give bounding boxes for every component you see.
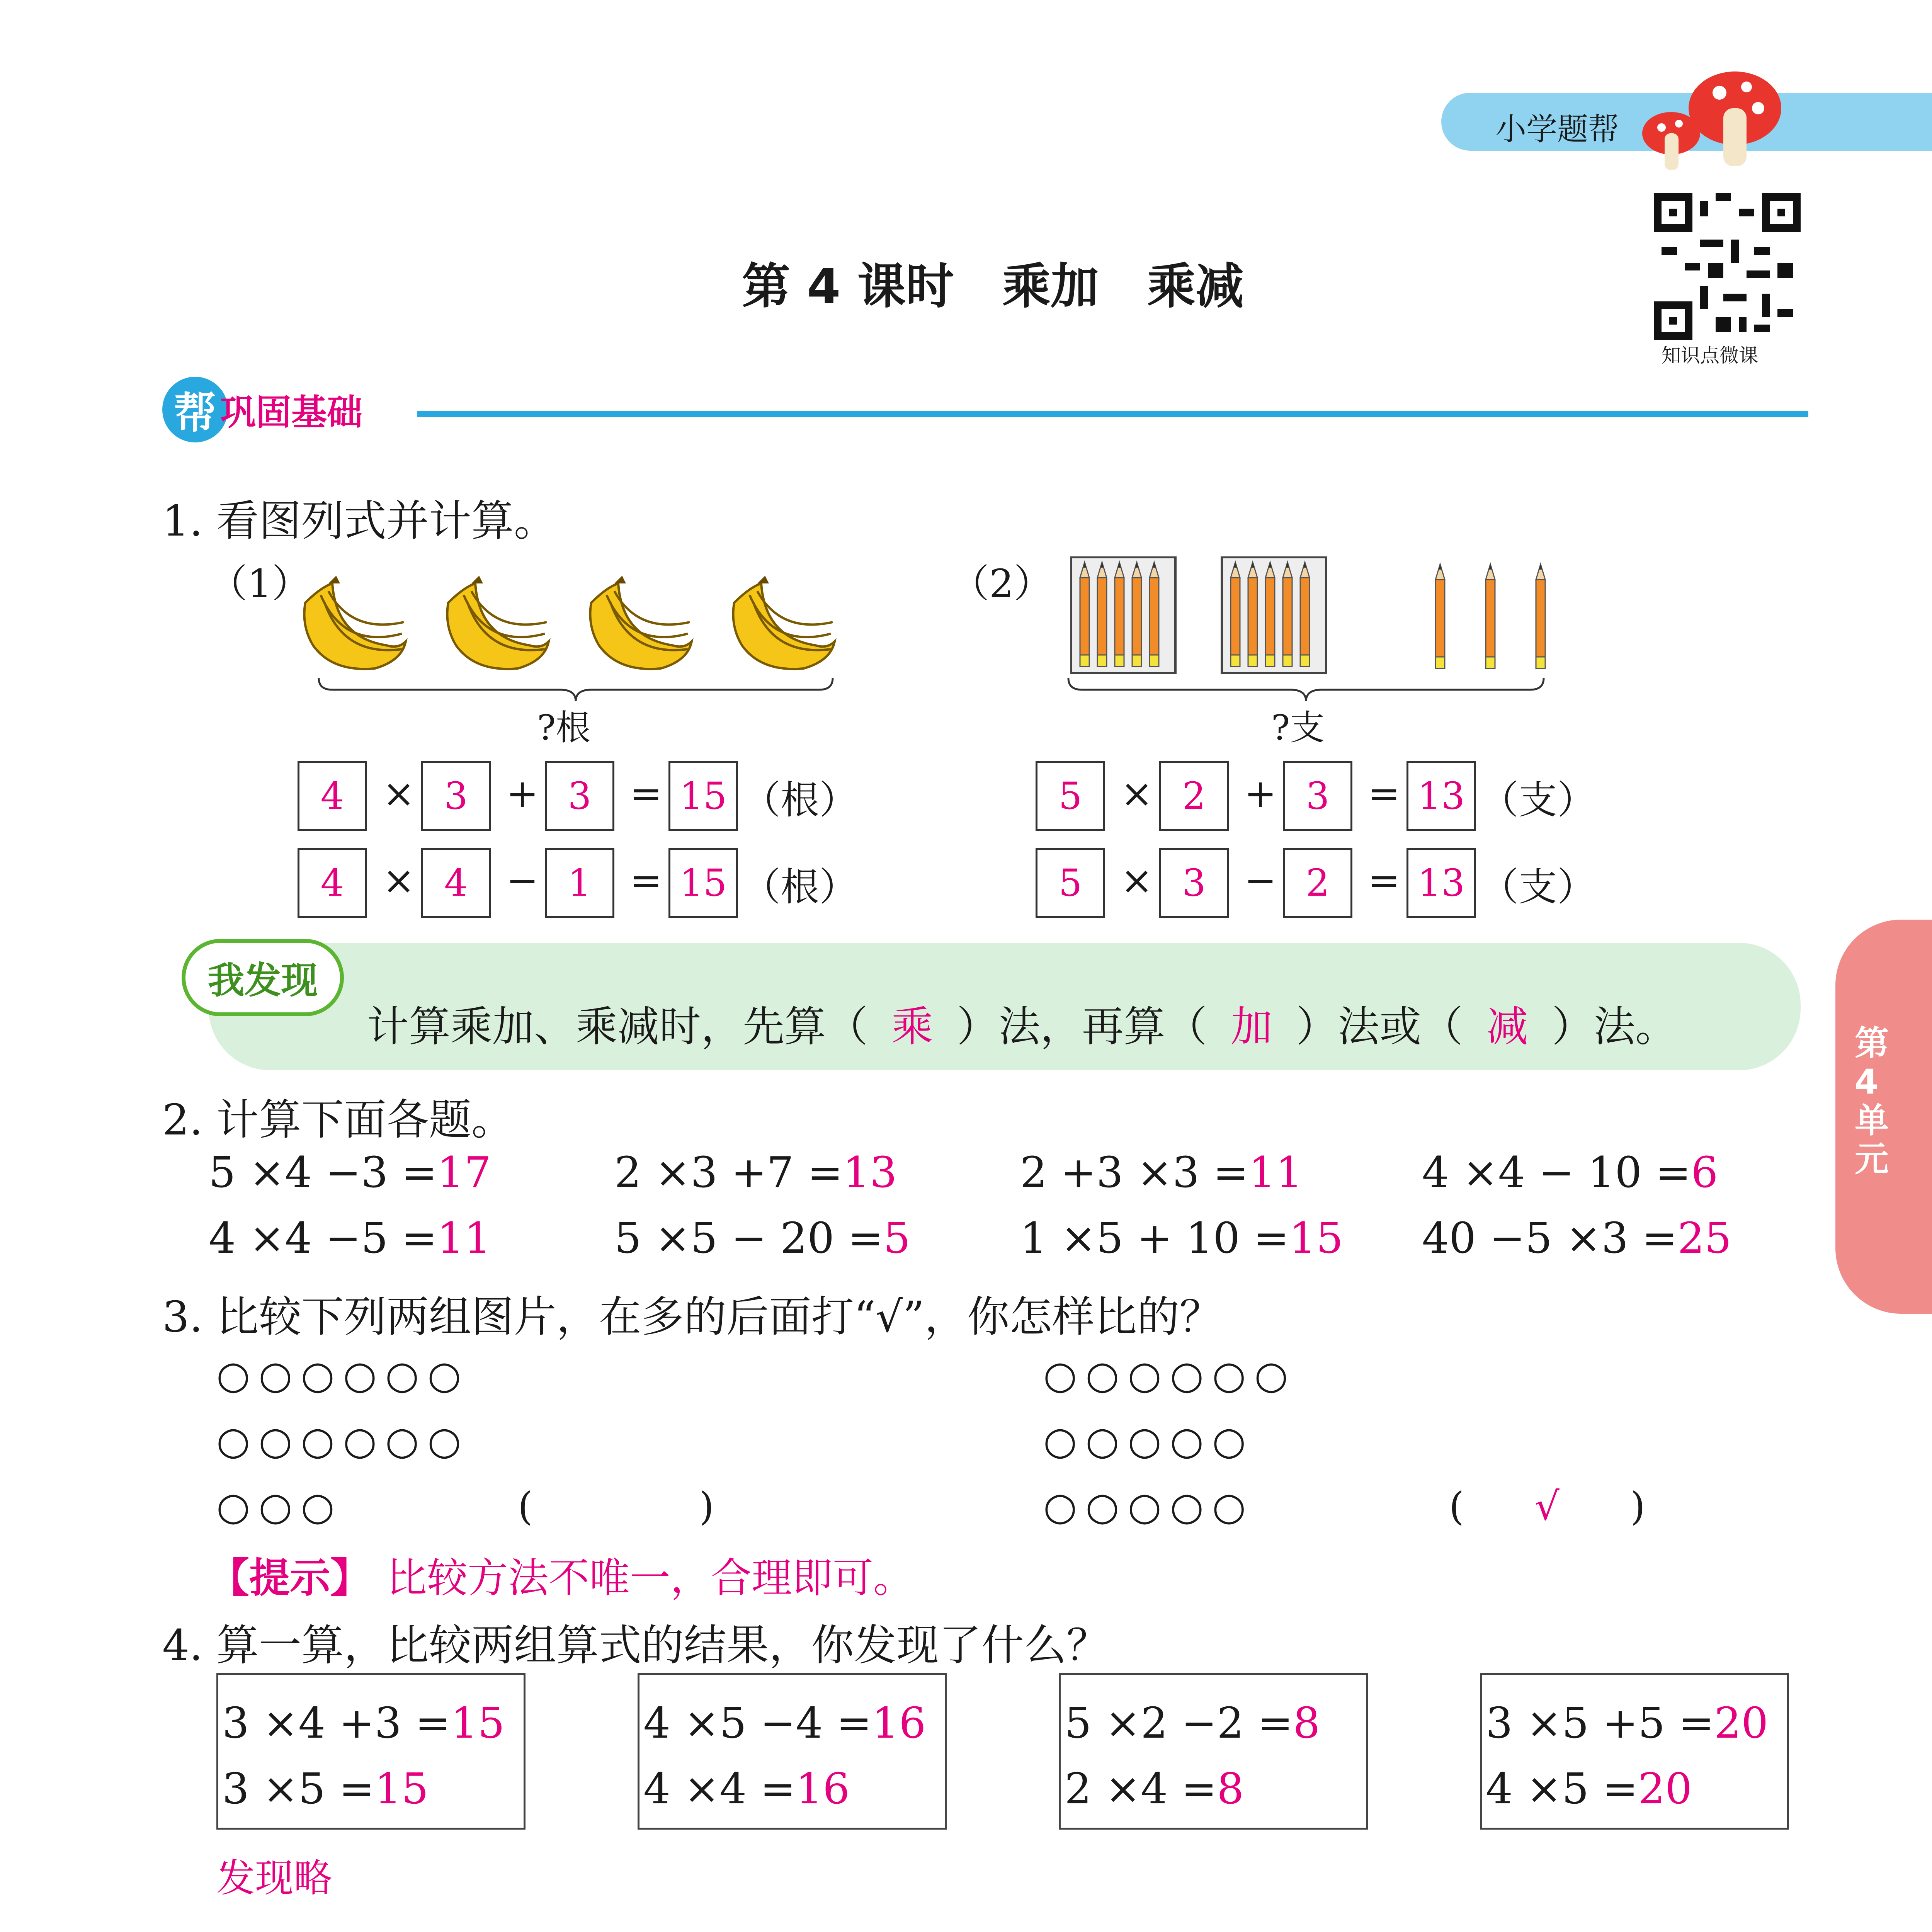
page-title: 第 4 课时 乘加 乘减	[742, 259, 1244, 315]
section-header-basics	[162, 379, 362, 440]
answer-box[interactable]: 13	[1406, 761, 1476, 831]
answer-box[interactable]: 5	[1036, 848, 1105, 918]
hint: 【提示】 比较方法不唯一，合理即可。	[209, 1554, 914, 1602]
equals-sign: =	[1368, 858, 1400, 903]
answer-box[interactable]: 13	[1406, 848, 1476, 918]
q2-item: 1 ×5 + 10 =15	[1020, 1213, 1344, 1263]
circle-row: ○○○	[216, 1484, 343, 1529]
caption-2: ?支	[1271, 707, 1325, 748]
answer-box[interactable]: 3	[1283, 761, 1352, 831]
answer-box[interactable]: 3	[421, 761, 491, 831]
minus-sign: −	[1244, 858, 1277, 903]
q1-stem: 1. 看图列式并计算。	[162, 496, 556, 546]
answer-box[interactable]: 4	[421, 848, 491, 918]
check-paren-right[interactable]: ( √ )	[1449, 1484, 1646, 1529]
plus-sign: +	[506, 771, 539, 816]
plus-sign: +	[1244, 771, 1277, 816]
answer-box[interactable]: 5	[1036, 761, 1105, 831]
times-sign: ×	[383, 771, 415, 816]
discover-text-d: ）法。	[1552, 1003, 1677, 1051]
compare-box: 3 ×4 +3 =15 3 ×5 =15	[216, 1673, 526, 1830]
brand-label: 小学题帮	[1495, 111, 1619, 147]
banana-bunches	[298, 560, 846, 684]
discover-ans-1[interactable]: 乘	[891, 1003, 934, 1051]
answer-box[interactable]: 2	[1159, 761, 1229, 831]
unit: （根）	[742, 864, 858, 910]
q2-item: 5 ×4 −3 =17	[209, 1148, 492, 1197]
answer-box[interactable]: 2	[1283, 848, 1352, 918]
q2-stem: 2. 计算下面各题。	[162, 1095, 514, 1145]
compare-box: 3 ×5 +5 =20 4 ×5 =20	[1480, 1673, 1789, 1830]
q2-item: 40 −5 ×3 =25	[1422, 1213, 1732, 1263]
discover-ans-2[interactable]: 加	[1231, 1003, 1273, 1051]
q4-note: 发现略	[216, 1855, 332, 1901]
check-paren-left[interactable]: ( )	[518, 1484, 714, 1529]
answer-box[interactable]: 15	[668, 761, 738, 831]
discover-badge: 我发现	[182, 939, 344, 1016]
compare-box: 5 ×2 −2 =8 2 ×4 =8	[1059, 1673, 1368, 1830]
discover-text-c: ）法或（	[1296, 1003, 1463, 1051]
answer-box[interactable]: 1	[545, 848, 614, 918]
circle-row: ○○○○○○	[1043, 1352, 1297, 1398]
q1-part1-label: （1）	[209, 561, 311, 606]
mushroom-icon	[1634, 66, 1789, 174]
answer-box[interactable]: 3	[545, 761, 614, 831]
minus-sign: −	[506, 858, 539, 903]
circle-row: ○○○○○○	[216, 1418, 470, 1463]
discover-text	[367, 993, 1677, 1053]
unit: （支）	[1480, 864, 1596, 910]
q2-item: 2 +3 ×3 =11	[1020, 1148, 1303, 1197]
discover-text-a: 计算乘加、乘减时，先算（	[367, 1003, 868, 1051]
discover-text-b: ）法，再算（	[957, 1003, 1208, 1051]
equals-sign: =	[630, 771, 662, 816]
answer-box[interactable]: 3	[1159, 848, 1229, 918]
qr-caption: 知识点微课	[1662, 344, 1758, 367]
q1-part2-label: （2）	[951, 561, 1053, 606]
section-title: 巩固基础	[220, 392, 363, 433]
qr-code	[1654, 193, 1801, 340]
q3-stem: 3. 比较下列两组图片，在多的后面打“√”，你怎样比的？	[162, 1292, 1222, 1342]
q4-stem: 4. 算一算，比较两组算式的结果，你发现了什么？	[162, 1621, 1109, 1670]
q2-item: 4 ×4 −5 =11	[209, 1213, 492, 1263]
answer-box[interactable]: 4	[298, 761, 367, 831]
unit: （根）	[742, 777, 858, 823]
q2-item: 4 ×4 − 10 =6	[1422, 1148, 1718, 1197]
discover-ans-3[interactable]: 减	[1486, 1003, 1529, 1051]
circle-row: ○○○○○	[1043, 1418, 1255, 1463]
times-sign: ×	[1121, 771, 1153, 816]
answer-box[interactable]: 4	[298, 848, 367, 918]
circle-row: ○○○○○○	[216, 1352, 470, 1398]
pencil-groups	[1070, 556, 1573, 680]
unit-side-tab-label: 第4单元	[1855, 1023, 1889, 1179]
q2-item: 5 ×5 − 20 =5	[614, 1213, 911, 1263]
circle-row: ○○○○○	[1043, 1484, 1255, 1529]
caption-1: ?根	[537, 707, 591, 748]
equals-sign: =	[1368, 771, 1400, 816]
section-badge: 帮	[162, 377, 228, 442]
answer-box[interactable]: 15	[668, 848, 738, 918]
equals-sign: =	[630, 858, 662, 903]
q2-item: 2 ×3 +7 =13	[614, 1148, 897, 1197]
unit: （支）	[1480, 777, 1596, 823]
section-rule	[417, 411, 1808, 417]
times-sign: ×	[383, 858, 415, 903]
compare-box: 4 ×5 −4 =16 4 ×4 =16	[638, 1673, 947, 1830]
times-sign: ×	[1121, 858, 1153, 903]
